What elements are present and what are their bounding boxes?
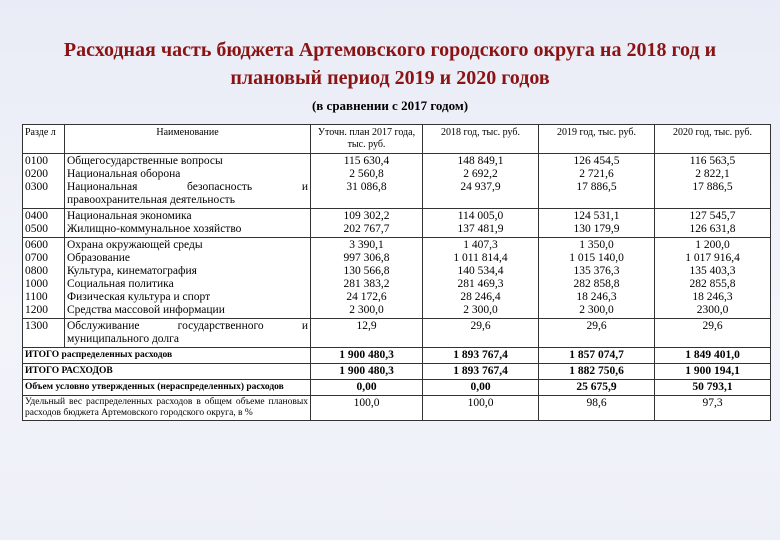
value-plan2017: 109 302,2 (343, 210, 390, 222)
section-name: Национальная оборона (67, 168, 181, 180)
value-2020: 29,6 (702, 320, 723, 332)
approved-expenses-2020: 50 793,1 (655, 380, 771, 396)
value-2020: 17 886,5 (692, 181, 733, 193)
section-code: 0700 (25, 252, 48, 264)
value-2018: 2 692,2 (463, 168, 498, 180)
totals-body (23, 348, 771, 421)
value-2019: 124 531,1 (573, 210, 620, 222)
total-expenses-2019: 1 882 750,6 (539, 364, 655, 380)
value-2019: 1 015 140,0 (569, 252, 624, 264)
value-plan2017: 3 390,1 (349, 239, 384, 251)
column-header-2019: 2019 год, тыс. руб. (539, 125, 655, 154)
section-code-cell (23, 209, 65, 238)
section-code: 0400 (25, 210, 48, 222)
page-title: Расходная часть бюджета Артемовского городского округа на 2018 год и плановый период 2019 и 2020 годов (63, 39, 717, 89)
value-2020: 1 200,0 (695, 239, 730, 251)
value-2019: 2 300,0 (579, 304, 614, 316)
value-2018: 114 005,0 (457, 210, 504, 222)
section-name: Средства массовой информации (67, 304, 225, 316)
section-name-cell (65, 209, 311, 238)
value-plan2017-cell (311, 154, 423, 209)
total-expenses-2020: 1 900 194,1 (655, 364, 771, 380)
total-distributed-2020: 1 849 401,0 (655, 348, 771, 364)
column-header-plan2017: Уточн. план 2017 года, тыс. руб. (311, 125, 423, 154)
approved-expenses-label: Объем условно утвержденных (нераспределенных) расходов (23, 380, 311, 396)
value-2019-cell (539, 238, 655, 319)
total-distributed-plan2017: 1 900 480,3 (311, 348, 423, 364)
section-name: Национальная безопасность и правоохранительная деятельность (67, 181, 308, 206)
value-2018: 2 300,0 (463, 304, 498, 316)
section-code: 0200 (25, 168, 48, 180)
value-2018: 29,6 (470, 320, 491, 332)
value-2019: 126 454,5 (573, 155, 620, 167)
section-name-cell (65, 238, 311, 319)
value-2019: 29,6 (586, 320, 607, 332)
value-2018: 28 246,4 (460, 291, 501, 303)
value-2020: 1 017 916,4 (685, 252, 740, 264)
section-code: 0600 (25, 239, 48, 251)
section-code-cell (23, 154, 65, 209)
value-2018-cell (423, 319, 539, 348)
value-2018-cell (423, 209, 539, 238)
value-2020: 126 631,8 (689, 223, 736, 235)
value-2019: 17 886,5 (576, 181, 617, 193)
value-2019: 2 721,6 (579, 168, 614, 180)
section-code: 0100 (25, 155, 48, 167)
column-header-2020: 2020 год, тыс. руб. (655, 125, 771, 154)
section-name-cell (65, 319, 311, 348)
column-header-section: Разде л (23, 125, 65, 154)
section-name: Образование (67, 252, 131, 264)
value-2020: 116 563,5 (689, 155, 736, 167)
section-name-cell (65, 154, 311, 209)
section-name: Общегосударственные вопросы (67, 155, 223, 167)
value-2018: 281 469,3 (457, 278, 504, 290)
page-subtitle: (в сравнении с 2017 годом) (311, 98, 469, 113)
section-code: 1000 (25, 278, 48, 290)
total-distributed-label: ИТОГО распределенных расходов (23, 348, 311, 364)
table-body (23, 154, 771, 348)
share-2020: 97,3 (655, 396, 771, 421)
section-name: Охрана окружающей среды (67, 239, 203, 251)
value-2018: 148 849,1 (457, 155, 504, 167)
value-plan2017: 2 560,8 (349, 168, 384, 180)
value-plan2017: 115 630,4 (343, 155, 390, 167)
value-2019: 1 350,0 (579, 239, 614, 251)
value-2019-cell (539, 154, 655, 209)
approved-expenses-row (23, 380, 771, 396)
value-2018: 24 937,9 (460, 181, 501, 193)
section-code-cell (23, 319, 65, 348)
table-header-row (23, 125, 771, 154)
value-2019: 282 858,8 (573, 278, 620, 290)
section-group-row (23, 238, 771, 319)
value-2019-cell (539, 209, 655, 238)
value-plan2017: 2 300,0 (349, 304, 384, 316)
share-row (23, 396, 771, 421)
value-2018: 137 481,9 (457, 223, 504, 235)
section-name: Обслуживание государственного и муниципального долга (67, 320, 308, 345)
value-2020: 2 822,1 (695, 168, 730, 180)
section-name: Физическая культура и спорт (67, 291, 211, 303)
value-2019: 18 246,3 (576, 291, 617, 303)
value-2020: 18 246,3 (692, 291, 733, 303)
value-2018-cell (423, 154, 539, 209)
total-expenses-plan2017: 1 900 480,3 (311, 364, 423, 380)
value-2020-cell (655, 154, 771, 209)
section-code-cell (23, 238, 65, 319)
total-distributed-2018: 1 893 767,4 (423, 348, 539, 364)
value-2019-cell (539, 319, 655, 348)
value-plan2017: 130 566,8 (343, 265, 390, 277)
section-code: 1200 (25, 304, 48, 316)
value-2018: 1 011 814,4 (453, 252, 508, 264)
section-name: Национальная экономика (67, 210, 192, 222)
column-header-2018: 2018 год, тыс. руб. (423, 125, 539, 154)
budget-table (22, 124, 771, 421)
value-2020-cell (655, 209, 771, 238)
section-code: 1300 (25, 320, 48, 332)
section-group-row (23, 154, 771, 209)
value-plan2017-cell (311, 238, 423, 319)
value-2018: 140 534,4 (457, 265, 504, 277)
value-2020: 2300,0 (696, 304, 729, 316)
approved-expenses-2019: 25 675,9 (539, 380, 655, 396)
section-code: 0500 (25, 223, 48, 235)
share-plan2017: 100,0 (311, 396, 423, 421)
value-plan2017: 202 767,7 (343, 223, 390, 235)
section-name: Социальная политика (67, 278, 174, 290)
total-distributed-2019: 1 857 074,7 (539, 348, 655, 364)
value-plan2017-cell (311, 319, 423, 348)
value-2019: 130 179,9 (573, 223, 620, 235)
section-code: 0300 (25, 181, 48, 193)
value-plan2017: 31 086,8 (346, 181, 387, 193)
value-plan2017: 24 172,6 (346, 291, 387, 303)
value-plan2017: 12,9 (356, 320, 377, 332)
section-name: Культура, кинематография (67, 265, 197, 277)
value-2020-cell (655, 238, 771, 319)
section-code: 1100 (25, 291, 48, 303)
value-2020-cell (655, 319, 771, 348)
approved-expenses-2018: 0,00 (423, 380, 539, 396)
value-2018: 1 407,3 (463, 239, 498, 251)
value-2018-cell (423, 238, 539, 319)
value-plan2017: 997 306,8 (343, 252, 390, 264)
column-header-name: Наименование (65, 125, 311, 154)
section-code: 0800 (25, 265, 48, 277)
value-plan2017: 281 383,2 (343, 278, 390, 290)
total-expenses-row (23, 364, 771, 380)
value-plan2017-cell (311, 209, 423, 238)
value-2020: 135 403,3 (689, 265, 736, 277)
total-expenses-2018: 1 893 767,4 (423, 364, 539, 380)
value-2020: 282 855,8 (689, 278, 736, 290)
value-2020: 127 545,7 (689, 210, 736, 222)
value-2019: 135 376,3 (573, 265, 620, 277)
section-group-row (23, 319, 771, 348)
section-group-row (23, 209, 771, 238)
share-label: Удельный вес распределенных расходов в общем объеме плановых расходов бюджета Артемовского городского округа, в % (23, 396, 311, 421)
total-distributed-row (23, 348, 771, 364)
share-2019: 98,6 (539, 396, 655, 421)
approved-expenses-plan2017: 0,00 (311, 380, 423, 396)
total-expenses-label: ИТОГО РАСХОДОВ (23, 364, 311, 380)
section-name: Жилищно-коммунальное хозяйство (67, 223, 242, 235)
share-2018: 100,0 (423, 396, 539, 421)
